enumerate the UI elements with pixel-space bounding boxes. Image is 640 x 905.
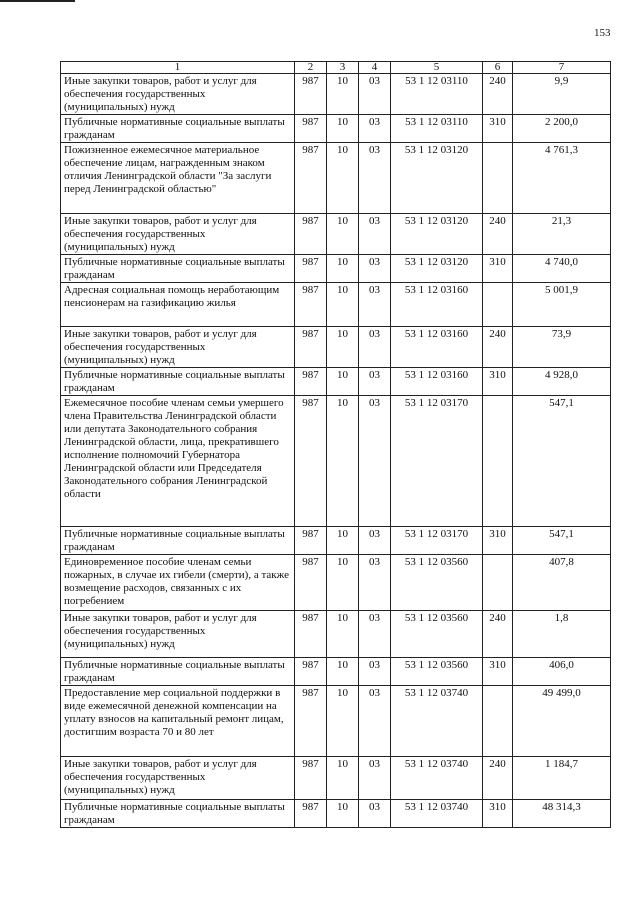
row-value-cell: 03	[359, 527, 391, 555]
row-value-cell: 53 1 12 03110	[391, 74, 483, 115]
row-value-cell: 4 740,0	[513, 255, 611, 283]
row-value-cell: 53 1 12 03170	[391, 396, 483, 527]
table-header-row	[61, 62, 611, 74]
table-row	[61, 658, 611, 686]
table-row	[61, 74, 611, 115]
column-header: 3	[327, 62, 359, 74]
column-header: 1	[61, 62, 295, 74]
row-value-cell: 987	[295, 686, 327, 757]
row-value-cell: 03	[359, 658, 391, 686]
column-header: 7	[513, 62, 611, 74]
row-value-cell: 987	[295, 368, 327, 396]
row-name-cell: Иные закупки товаров, работ и услуг для обеспечения государственных (муниципальных) нужд	[61, 327, 295, 368]
row-name-cell: Иные закупки товаров, работ и услуг для обеспечения государственных (муниципальных) нужд	[61, 757, 295, 800]
row-value-cell	[483, 283, 513, 327]
row-value-cell: 310	[483, 255, 513, 283]
table-row	[61, 255, 611, 283]
table-row	[61, 214, 611, 255]
row-value-cell: 987	[295, 255, 327, 283]
row-value-cell: 03	[359, 757, 391, 800]
row-value-cell: 21,3	[513, 214, 611, 255]
row-name-cell: Единовременное пособие членам семьи пожарных, в случае их гибели (смерти), а также возмещение расходов, связанных с их погребением	[61, 555, 295, 611]
row-value-cell	[483, 143, 513, 214]
row-value-cell: 10	[327, 214, 359, 255]
row-value-cell: 53 1 12 03560	[391, 555, 483, 611]
row-value-cell: 10	[327, 757, 359, 800]
row-value-cell: 03	[359, 555, 391, 611]
row-value-cell: 987	[295, 555, 327, 611]
row-value-cell: 53 1 12 03560	[391, 658, 483, 686]
table-row	[61, 368, 611, 396]
row-value-cell: 53 1 12 03160	[391, 368, 483, 396]
row-name-cell: Иные закупки товаров, работ и услуг для обеспечения государственных (муниципальных) нужд	[61, 214, 295, 255]
row-value-cell: 10	[327, 396, 359, 527]
row-value-cell: 987	[295, 283, 327, 327]
scan-edge-line	[0, 0, 75, 2]
row-name-cell: Иные закупки товаров, работ и услуг для обеспечения государственных (муниципальных) нужд	[61, 611, 295, 658]
row-value-cell: 5 001,9	[513, 283, 611, 327]
row-value-cell: 987	[295, 327, 327, 368]
row-value-cell: 4 761,3	[513, 143, 611, 214]
row-value-cell: 53 1 12 03740	[391, 686, 483, 757]
row-value-cell: 53 1 12 03110	[391, 115, 483, 143]
row-value-cell: 03	[359, 800, 391, 828]
table-row	[61, 396, 611, 527]
row-name-cell: Пожизненное ежемесячное материальное обеспечение лицам, награжденным знаком отличия Ленинградской области "За заслуги перед Ленинградской областью"	[61, 143, 295, 214]
row-value-cell: 10	[327, 74, 359, 115]
row-value-cell: 240	[483, 611, 513, 658]
row-value-cell: 53 1 12 03560	[391, 611, 483, 658]
table-row	[61, 686, 611, 757]
row-value-cell: 53 1 12 03160	[391, 327, 483, 368]
row-value-cell: 48 314,3	[513, 800, 611, 828]
row-value-cell: 310	[483, 527, 513, 555]
row-value-cell: 406,0	[513, 658, 611, 686]
row-value-cell: 53 1 12 03740	[391, 757, 483, 800]
row-value-cell: 03	[359, 143, 391, 214]
row-value-cell: 53 1 12 03160	[391, 283, 483, 327]
row-value-cell: 53 1 12 03740	[391, 800, 483, 828]
row-value-cell: 987	[295, 658, 327, 686]
row-value-cell: 03	[359, 368, 391, 396]
row-value-cell: 987	[295, 757, 327, 800]
table-row	[61, 527, 611, 555]
row-value-cell: 03	[359, 255, 391, 283]
row-value-cell: 53 1 12 03120	[391, 214, 483, 255]
column-header: 2	[295, 62, 327, 74]
row-name-cell: Адресная социальная помощь неработающим пенсионерам на газификацию жилья	[61, 283, 295, 327]
row-value-cell: 03	[359, 686, 391, 757]
table-row	[61, 115, 611, 143]
row-value-cell: 987	[295, 143, 327, 214]
row-value-cell: 49 499,0	[513, 686, 611, 757]
table-row	[61, 555, 611, 611]
row-value-cell: 03	[359, 611, 391, 658]
row-value-cell	[483, 396, 513, 527]
row-name-cell: Публичные нормативные социальные выплаты гражданам	[61, 255, 295, 283]
row-value-cell: 1,8	[513, 611, 611, 658]
row-name-cell: Публичные нормативные социальные выплаты гражданам	[61, 800, 295, 828]
row-value-cell: 987	[295, 611, 327, 658]
row-value-cell: 10	[327, 115, 359, 143]
row-value-cell: 03	[359, 396, 391, 527]
page-number: 153	[594, 27, 611, 39]
table-row	[61, 283, 611, 327]
row-name-cell: Публичные нормативные социальные выплаты гражданам	[61, 527, 295, 555]
table-row	[61, 800, 611, 828]
row-value-cell: 03	[359, 74, 391, 115]
table-row	[61, 611, 611, 658]
row-name-cell: Публичные нормативные социальные выплаты гражданам	[61, 658, 295, 686]
row-value-cell: 53 1 12 03120	[391, 255, 483, 283]
row-value-cell: 10	[327, 283, 359, 327]
row-value-cell: 9,9	[513, 74, 611, 115]
row-value-cell: 310	[483, 800, 513, 828]
column-header: 6	[483, 62, 513, 74]
row-value-cell: 10	[327, 611, 359, 658]
row-value-cell: 987	[295, 396, 327, 527]
row-value-cell: 310	[483, 115, 513, 143]
row-value-cell: 987	[295, 214, 327, 255]
row-value-cell: 240	[483, 74, 513, 115]
row-name-cell: Предоставление мер социальной поддержки в виде ежемесячной денежной компенсации на уплату взносов на капитальный ремонт лицам, достигшим возраста 70 и 80 лет	[61, 686, 295, 757]
row-value-cell: 10	[327, 143, 359, 214]
row-value-cell: 310	[483, 368, 513, 396]
row-value-cell: 53 1 12 03170	[391, 527, 483, 555]
row-value-cell: 03	[359, 327, 391, 368]
table-row	[61, 757, 611, 800]
row-value-cell: 03	[359, 214, 391, 255]
row-value-cell: 10	[327, 686, 359, 757]
row-value-cell: 547,1	[513, 396, 611, 527]
row-value-cell: 10	[327, 255, 359, 283]
column-header: 4	[359, 62, 391, 74]
row-value-cell: 987	[295, 115, 327, 143]
row-value-cell: 03	[359, 115, 391, 143]
column-header: 5	[391, 62, 483, 74]
row-value-cell	[483, 686, 513, 757]
row-name-cell: Ежемесячное пособие членам семьи умершего члена Правительства Ленинградской области или депутата Законодательного собрания Ленинградской области, лица, прекратившего исполнение полномочий Губернатора Ленинградской области или Председателя Законодательного собрания Ленинградской области	[61, 396, 295, 527]
row-value-cell: 987	[295, 527, 327, 555]
table-row	[61, 143, 611, 214]
row-value-cell: 4 928,0	[513, 368, 611, 396]
row-value-cell: 547,1	[513, 527, 611, 555]
row-value-cell: 10	[327, 658, 359, 686]
row-value-cell: 240	[483, 214, 513, 255]
row-value-cell: 10	[327, 327, 359, 368]
row-value-cell	[483, 555, 513, 611]
row-value-cell: 2 200,0	[513, 115, 611, 143]
row-value-cell: 10	[327, 800, 359, 828]
row-value-cell: 987	[295, 74, 327, 115]
row-name-cell: Иные закупки товаров, работ и услуг для обеспечения государственных (муниципальных) нужд	[61, 74, 295, 115]
row-value-cell: 987	[295, 800, 327, 828]
row-value-cell: 10	[327, 368, 359, 396]
row-value-cell: 407,8	[513, 555, 611, 611]
row-value-cell: 310	[483, 658, 513, 686]
table-row	[61, 327, 611, 368]
row-value-cell: 53 1 12 03120	[391, 143, 483, 214]
row-value-cell: 240	[483, 327, 513, 368]
row-value-cell: 10	[327, 527, 359, 555]
row-name-cell: Публичные нормативные социальные выплаты гражданам	[61, 368, 295, 396]
row-value-cell: 10	[327, 555, 359, 611]
budget-table	[60, 61, 611, 828]
row-name-cell: Публичные нормативные социальные выплаты гражданам	[61, 115, 295, 143]
row-value-cell: 240	[483, 757, 513, 800]
row-value-cell: 73,9	[513, 327, 611, 368]
row-value-cell: 1 184,7	[513, 757, 611, 800]
row-value-cell: 03	[359, 283, 391, 327]
